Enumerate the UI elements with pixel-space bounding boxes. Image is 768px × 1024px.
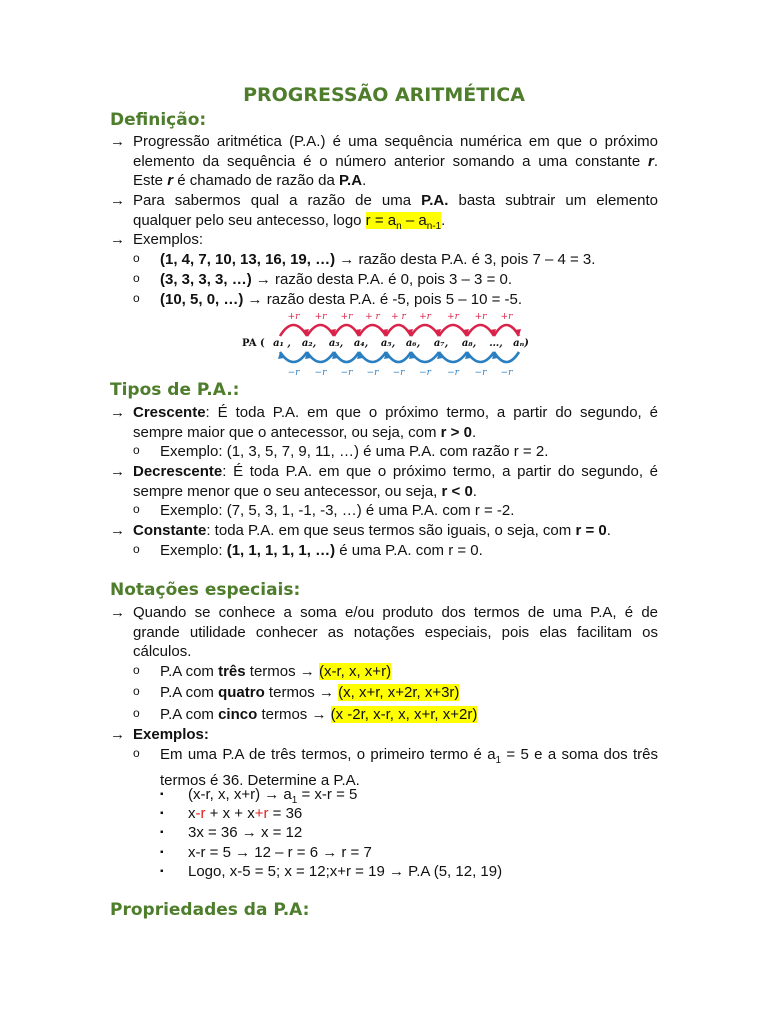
ratio-paragraph <box>110 191 658 231</box>
arrow-bullet-icon: → <box>110 604 125 621</box>
minus-r-label: −r <box>392 368 405 378</box>
pa-term: a₃, <box>328 338 344 349</box>
notation-three-terms: o P.A com três termos → (x-r, x, x+r) <box>133 663 392 680</box>
solution-step-5: ▪ Logo, x-5 = 5; x = 12;x+r = 19 → P.A (5, 12, 19) <box>160 863 503 880</box>
heading-definicao: Definição: <box>110 110 207 130</box>
notation-five-terms: o P.A com cinco termos → (x -2r, x-r, x, x+r, x+2r) <box>133 706 478 723</box>
type-decrescente: → Decrescente: É toda P.A. em que o próximo termo, a partir do segundo, é sempre menor que o seu antecessor, ou seja, r < 0. <box>110 463 658 500</box>
plus-r-label: + r <box>391 312 406 322</box>
circle-bullet-icon: o <box>133 291 140 305</box>
plus-r-label: +r <box>447 312 459 322</box>
solution-step-2: ▪ x-r + x + x+r = 36 <box>160 805 303 822</box>
plus-arc <box>467 325 494 336</box>
exercise-question: o Em uma P.A de três termos, o primeiro termo é $a_1 = 5$ e a soma dos três termos é 36. Determine a P.A. <box>133 746 658 789</box>
plus-arc <box>307 325 334 336</box>
pa-term: a₈, <box>461 338 477 349</box>
plus-r-label: + r <box>365 312 380 322</box>
notation-four-terms: o P.A com quatro termos → (x, x+r, x+2r, x+3r) <box>133 684 460 701</box>
circle-bullet-icon: o <box>133 746 140 760</box>
page-title: PROGRESSÃO ARITMÉTICA <box>243 84 525 106</box>
arrow-bullet-icon: → <box>110 726 125 743</box>
circle-bullet-icon: o <box>133 542 140 556</box>
circle-bullet-icon: o <box>133 443 140 457</box>
square-bullet-icon: ▪ <box>160 789 164 800</box>
heading-tipos: Tipos de P.A.: <box>110 380 240 400</box>
square-bullet-icon: ▪ <box>160 827 164 838</box>
square-bullet-icon: ▪ <box>160 808 164 819</box>
pa-term: aₙ) <box>513 338 529 349</box>
type-constante-example: o Exemplo: (1, 1, 1, 1, 1, …) é uma P.A. com r = 0. <box>133 542 483 559</box>
minus-arc <box>359 352 386 362</box>
minus-r-label: −r <box>474 368 487 378</box>
circle-bullet-icon: o <box>133 502 140 516</box>
examples-label-item: → Exemplos: <box>110 231 204 248</box>
minus-r-label: −r <box>340 368 353 378</box>
def-line-3: Este r é chamado de razão da P.A. <box>133 172 367 189</box>
plus-arc <box>439 325 467 336</box>
minus-arc <box>494 352 519 362</box>
plus-r-label: +r <box>314 312 327 322</box>
solution-step-1: ▪ (x-r, x, $x+r) \to a_1 = x-r = 5$ <box>160 786 358 806</box>
heading-propriedades: Propriedades da P.A: <box>110 900 310 920</box>
pa-term: …, <box>489 338 503 349</box>
plus-r-label: +r <box>500 312 513 322</box>
ratio-line-1: Para sabermos qual a razão de uma P.A. basta subtrair um elemento <box>133 192 658 209</box>
minus-r-label: −r <box>419 368 431 378</box>
minus-r-label: −r <box>500 368 513 378</box>
def-line-2: elemento da sequência é o número anterior somando a uma constante r. <box>133 152 658 170</box>
minus-arc <box>307 352 334 362</box>
arrow-bullet-icon: → <box>110 522 125 539</box>
definition-paragraph <box>110 132 658 192</box>
plus-r-label: +r <box>340 312 353 322</box>
circle-bullet-icon: o <box>133 251 140 265</box>
plus-r-label: +r <box>419 312 431 322</box>
arrow-bullet-icon: → <box>110 231 125 248</box>
pa-term: a₅, <box>380 338 396 349</box>
square-bullet-icon: ▪ <box>160 847 164 858</box>
plus-arc <box>359 325 386 336</box>
examples-heading-item: → Exemplos: <box>110 726 209 743</box>
minus-r-label: −r <box>287 368 300 378</box>
minus-arc <box>411 352 439 362</box>
type-crescente-example: o Exemplo: (1, 3, 5, 7, 9, 11, …) é uma P.A. com razão r = 2. <box>133 443 549 460</box>
solution-step-4: ▪ x-r = 5 → 12 – r = 6 → r = 7 <box>160 844 372 861</box>
minus-arc <box>334 352 359 362</box>
minus-r-label: −r <box>366 368 379 378</box>
type-constante: → Constante: toda P.A. em que seus termos são iguais, o seja, com r = 0. <box>110 522 611 539</box>
notation-intro: → Quando se conhece a soma e/ou produto dos termos de uma P.A, é de grande utilidade conhecer as notações especiais, pois elas facilitam os cálculos. <box>110 604 658 660</box>
square-bullet-icon: ▪ <box>160 866 164 877</box>
example-item-1: o (1, 4, 7, 10, 13, 16, 19, …) → razão desta P.A. é 3, pois 7 – 4 = 3. <box>133 251 596 268</box>
minus-r-label: −r <box>447 368 459 378</box>
heading-notacoes: Notações especiais: <box>110 580 301 600</box>
pa-arcs-diagram <box>238 308 538 378</box>
plus-arc <box>280 325 307 336</box>
circle-bullet-icon: o <box>133 271 140 285</box>
ratio-formula: $r = a_n - a_{n-1}$ <box>365 211 442 232</box>
plus-arc <box>494 325 519 336</box>
minus-r-label: −r <box>314 368 327 378</box>
pa-term: a₁ , <box>273 338 291 349</box>
arrow-bullet-icon: → <box>110 192 125 209</box>
plus-r-label: +r <box>474 312 487 322</box>
arrow-bullet-icon: → <box>110 404 125 421</box>
minus-arc <box>280 352 307 362</box>
plus-arc <box>386 325 411 336</box>
plus-arc <box>334 325 359 336</box>
solution-step-3: ▪ 3x = 36 → x = 12 <box>160 824 303 841</box>
circle-bullet-icon: o <box>133 663 140 677</box>
plus-arc <box>411 325 439 336</box>
minus-arc <box>439 352 467 362</box>
pa-term: a₆, <box>405 338 421 349</box>
circle-bullet-icon: o <box>133 684 140 698</box>
pa-prefix: PA ( <box>242 338 265 349</box>
type-decrescente-example: o Exemplo: (7, 5, 3, 1, -1, -3, …) é uma P.A. com r = -2. <box>133 502 515 519</box>
minus-arc <box>386 352 411 362</box>
pa-term: a₇, <box>433 338 449 349</box>
minus-arc <box>467 352 494 362</box>
arrow-bullet-icon: → <box>110 133 125 150</box>
plus-r-label: +r <box>287 312 300 322</box>
type-crescente: → Crescente: É toda P.A. em que o próximo termo, a partir do segundo, é sempre maior que o antecessor, ou seja, com r > 0. <box>110 404 658 441</box>
ratio-line-2: qualquer pelo seu antecesso, logo $r = a_n - a_{n-1}$. <box>133 211 446 232</box>
def-line-1: Progressão aritmética (P.A.) é uma sequência numérica em que o próximo <box>133 133 658 150</box>
example-item-2: o (3, 3, 3, 3, …) → razão desta P.A. é 0, pois 3 – 3 = 0. <box>133 271 513 288</box>
pa-term: a₄, <box>353 338 369 349</box>
example-item-3: o (10, 5, 0, …) → razão desta P.A. é -5, pois 5 – 10 = -5. <box>133 291 523 308</box>
arrow-bullet-icon: → <box>110 463 125 480</box>
circle-bullet-icon: o <box>133 706 140 720</box>
pa-term: a₂, <box>301 338 317 349</box>
